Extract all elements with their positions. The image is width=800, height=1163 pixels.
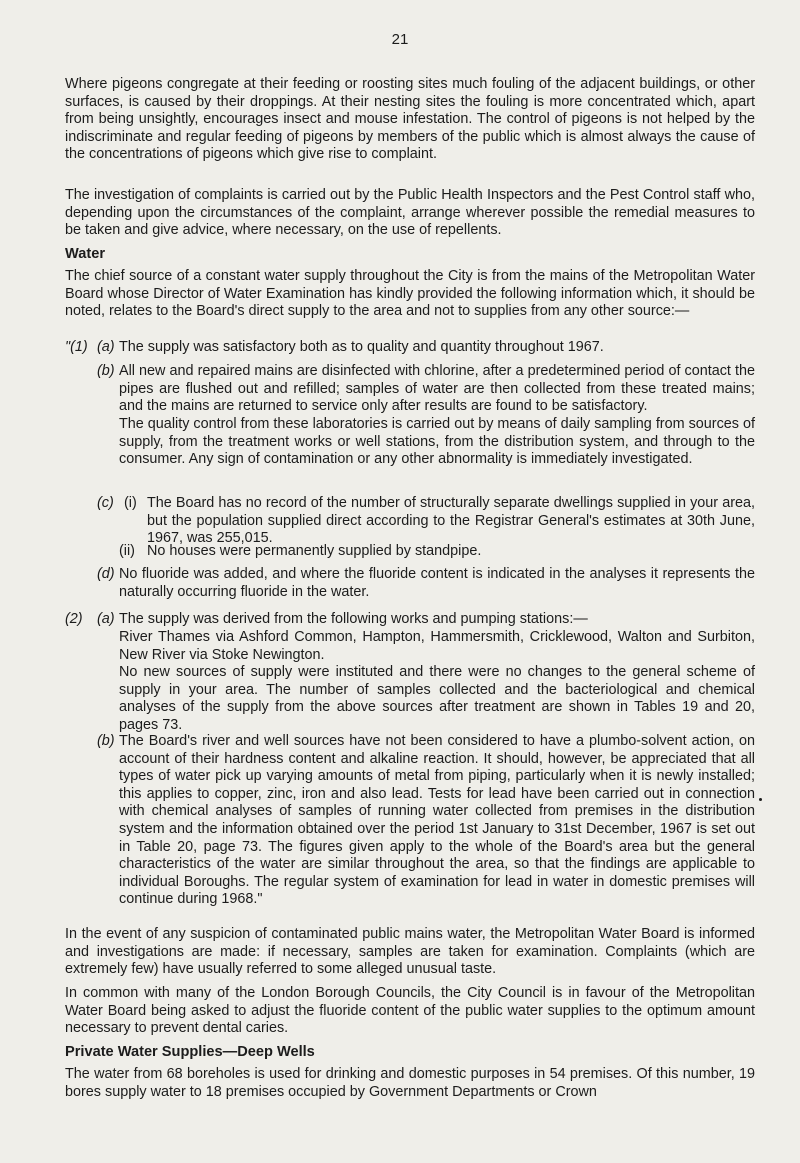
paragraph-private: The water from 68 boreholes is used for drinking and domestic purposes in 54 premises. Of this number, 19 bores supply water to 18 premises occupied by Government Departments or Crown (65, 1066, 755, 1100)
label-1c-ii: (ii) (119, 543, 135, 559)
label-2b: (b) (97, 733, 115, 749)
paragraph-fluoride: In common with many of the London Borough Councils, the City Council is in favour of the Metropolitan Water Board being asked to adjust the fluoride content of the public water supplies to the optimum amount necessary to prevent dental caries. (65, 985, 755, 1037)
item-1b-part2: The quality control from these laboratories is carried out by means of daily sampling from sources of supply, from the treatment works or well stations, from the distribution system, and through to the consumer. Any sign of contamination or any other abnormality is immediately investigated. (119, 416, 755, 468)
stray-mark (759, 798, 762, 801)
item-1c-i: The Board has no record of the number of structurally separate dwellings supplied in your area, but the population supplied direct according to the Registrar General's estimates at 30th June, 1967, was 255,015. (147, 495, 755, 547)
label-1a: (a) (97, 339, 115, 355)
label-section-2: (2) (65, 611, 83, 627)
label-1d: (d) (97, 566, 115, 582)
item-2b: The Board's river and well sources have not been considered to have a plumbo-solvent action, on account of their hardness content and alkaline reaction. It should, however, be appreciated that all types of water pick up varying amounts of metal from piping, particularly when it is newly installed; this applies to copper, zinc, iron and also lead. Tests for lead have been carried out in connection with chemical analyses of samples of running water collected from premises in the distribution system and the information obtained over the period 1st January to 31st December, 1967 is set out in Table 20, page 73. The figures given apply to the whole of the Board's area but the general characteristics of the water are similar throughout the area, so that the findings are applicable to individual Boroughs. The regular system of examination for lead in water in domestic premises will continue during 1968." (119, 733, 755, 908)
paragraph-pigeons-2: The investigation of complaints is carried out by the Public Health Inspectors and the Pest Control staff who, depending upon the circumstances of the complaint, arrange wherever possible the remedial measures to be taken and give advice, where necessary, on the use of repellents. (65, 187, 755, 239)
paragraph-pigeons-1: Where pigeons congregate at their feeding or roosting sites much fouling of the adjacent buildings, or other surfaces, is caused by their droppings. At their nesting sites the fouling is more concentrated which, apart from being unsightly, encourages insect and mouse infestation. The control of pigeons is not helped by the indiscriminate and regular feeding of pigeons by members of the public which is almost always the cause of the concentrations of pigeons which give rise to complaint. (65, 76, 755, 163)
label-1b: (b) (97, 363, 115, 379)
label-2a: (a) (97, 611, 115, 627)
item-2a-part1: The supply was derived from the following works and pumping stations:— (119, 611, 588, 627)
heading-private-water: Private Water Supplies—Deep Wells (65, 1044, 315, 1060)
paragraph-water-intro: The chief source of a constant water supply throughout the City is from the mains of the Metropolitan Water Board whose Director of Water Examination has kindly provided the following information which, it should be noted, relates to the Board's direct supply to the area and not to supplies from any other source:— (65, 268, 755, 320)
heading-water: Water (65, 246, 106, 262)
item-2a-part2: River Thames via Ashford Common, Hampton, Hammersmith, Cricklewood, Walton and Surbiton, New River via Stoke Newington. (119, 629, 755, 663)
item-1c-ii: No houses were permanently supplied by standpipe. (147, 543, 482, 559)
item-1d: No fluoride was added, and where the fluoride content is indicated in the analyses it represents the naturally occurring fluoride in the water. (119, 566, 755, 600)
item-1a: The supply was satisfactory both as to quality and quantity throughout 1967. (119, 339, 604, 355)
item-1b-part1: All new and repaired mains are disinfected with chlorine, after a predetermined period of contact the pipes are flushed out and refilled; samples of water are then collected from these treated mains; and the mains are returned to service only after results are found to be satisfactory. (119, 363, 755, 415)
label-section-1: "(1) (65, 339, 88, 355)
label-1c-i: (i) (124, 495, 137, 511)
page-number: 21 (391, 31, 409, 48)
paragraph-contaminated: In the event of any suspicion of contaminated public mains water, the Metropolitan Water Board is informed and investigations are made: if necessary, samples are taken for examination. Complaints (which are extremely few) have usually referred to some alleged unusual taste. (65, 926, 755, 978)
label-1c: (c) (97, 495, 114, 511)
item-2a-part3: No new sources of supply were instituted and there were no changes to the general scheme of supply in your area. The number of samples collected and the bacteriological and chemical analyses of the supply from the above sources after treatment are shown in Tables 19 and 20, pages 73. (119, 664, 755, 733)
